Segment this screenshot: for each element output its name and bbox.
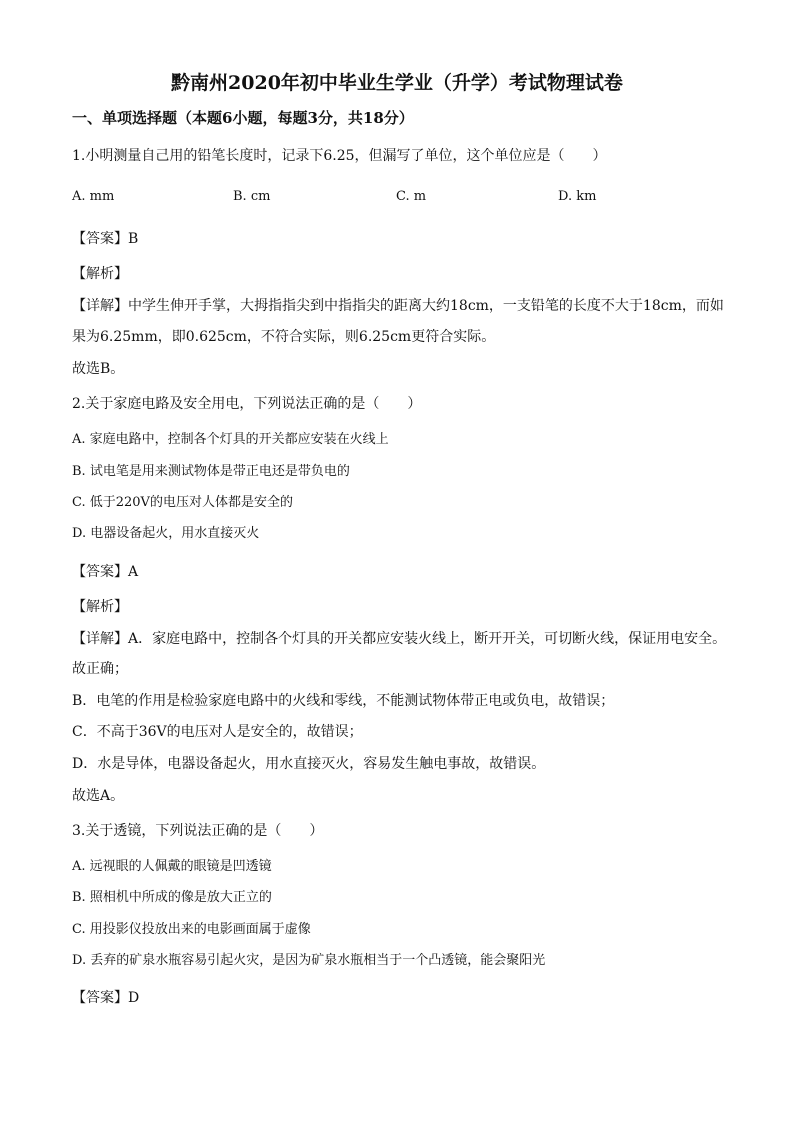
q2-detail-line-5: D．水是导体，电器设备起火，用水直接灭火，容易发生触电事故，故错误。 [72, 756, 546, 772]
q1-conclusion: 故选B。 [72, 361, 125, 377]
q3-option-d: D. 丢弃的矿泉水瓶容易引起火灾，是因为矿泉水瓶相当于一个凸透镜，能会聚阳光 [72, 953, 546, 968]
q3-option-c: C. 用投影仪投放出来的电影画面属于虚像 [72, 922, 311, 937]
q2-detail-line-2: 故正确； [72, 661, 128, 677]
q2-option-d: D. 电器设备起火，用水直接灭火 [72, 526, 260, 541]
q3-answer: 【答案】D [72, 990, 140, 1006]
page-title: 黔南州2020年初中毕业生学业（升学）考试物理试卷 [171, 72, 623, 94]
question-1-stem: 1.小明测量自己用的铅笔长度时，记录下6.25，但漏写了单位，这个单位应是（ ） [72, 148, 607, 164]
question-2-stem: 2.关于家庭电路及安全用电，下列说法正确的是（ ） [72, 396, 422, 412]
q2-option-a: A. 家庭电路中，控制各个灯具的开关都应安装在火线上 [72, 432, 389, 447]
q2-answer: 【答案】A [72, 564, 139, 580]
q2-option-c: C. 低于220V的电压对人体都是安全的 [72, 495, 293, 510]
q1-option-d: D. km [558, 189, 597, 204]
q2-detail-line-3: B．电笔的作用是检验家庭电路中的火线和零线，不能测试物体带正电或负电，故错误； [72, 693, 615, 709]
q1-option-c: C. m [396, 189, 427, 204]
q2-option-b: B. 试电笔是用来测试物体是带正电还是带负电的 [72, 464, 350, 479]
q1-option-a: A. mm [72, 189, 115, 204]
q1-analysis-label: 【解析】 [72, 266, 128, 282]
q2-conclusion: 故选A。 [72, 788, 125, 804]
section-heading: 一、单项选择题（本题6小题，每题3分，共18分） [72, 109, 414, 127]
question-3-stem: 3.关于透镜，下列说法正确的是（ ） [72, 823, 324, 839]
q3-option-b: B. 照相机中所成的像是放大正立的 [72, 890, 272, 905]
q2-detail-line-1: 【详解】A．家庭电路中，控制各个灯具的开关都应安装火线上，断开开关，可切断火线，保证用电安全。 [72, 631, 727, 647]
q2-detail-line-4: C．不高于36V的电压对人是安全的，故错误； [72, 724, 363, 740]
q1-detail-line-2: 果为6.25mm，即0.625cm，不符合实际，则6.25cm更符合实际。 [72, 329, 496, 345]
q1-answer: 【答案】B [72, 231, 139, 247]
q1-detail-line-1: 【详解】中学生伸开手掌，大拇指指尖到中指指尖的距离大约18cm，一支铅笔的长度不大于18cm，而如 [72, 298, 724, 314]
q1-option-b: B. cm [233, 189, 271, 204]
q2-analysis-label: 【解析】 [72, 599, 128, 615]
q3-option-a: A. 远视眼的人佩戴的眼镜是凹透镜 [72, 859, 272, 874]
